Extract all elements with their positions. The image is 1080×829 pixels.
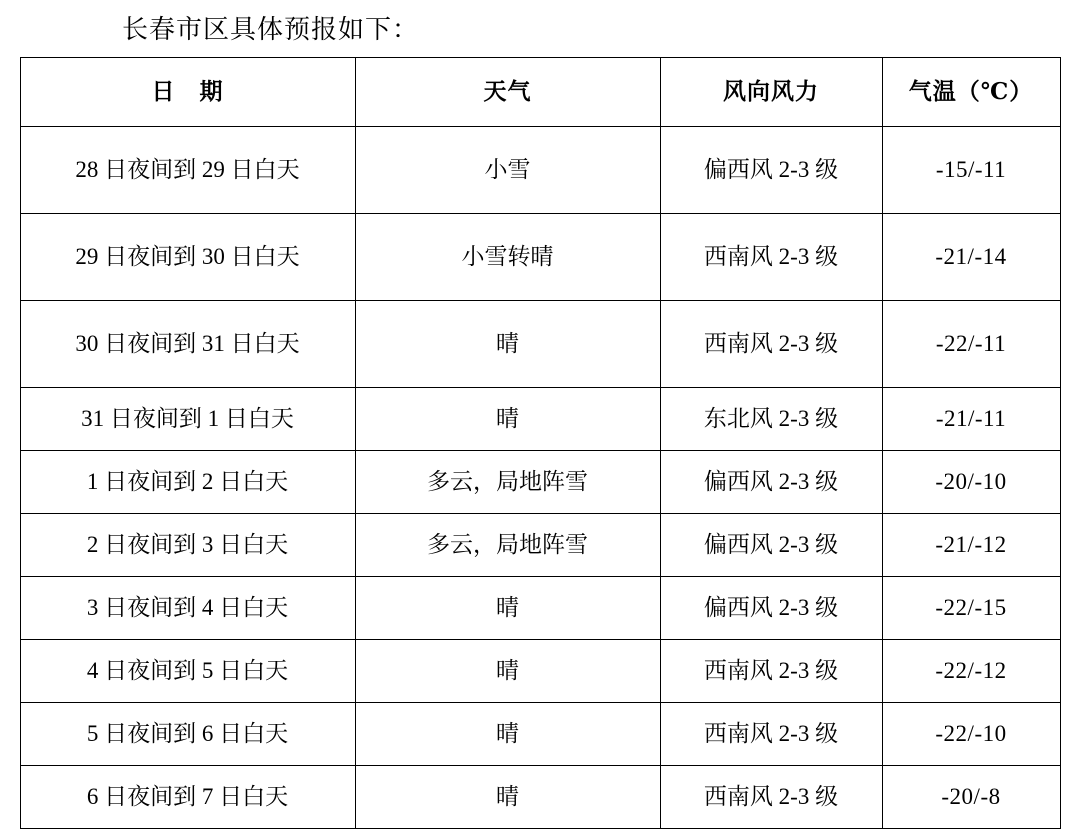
cell-wind: 偏西风 2-3 级: [660, 127, 882, 214]
cell-date: 29 日夜间到 30 日白天: [20, 214, 355, 301]
cell-date: 3 日夜间到 4 日白天: [20, 577, 355, 640]
table-row: [20, 514, 1060, 577]
cell-weather: 晴: [355, 640, 660, 703]
table-row: [20, 388, 1060, 451]
cell-temperature: -22/-10: [882, 703, 1060, 766]
cell-weather: 晴: [355, 301, 660, 388]
cell-wind: 西南风 2-3 级: [660, 640, 882, 703]
cell-temperature: -21/-12: [882, 514, 1060, 577]
table-row: [20, 766, 1060, 829]
table-header-row: [20, 58, 1060, 127]
table-row: [20, 640, 1060, 703]
cell-temperature: -21/-11: [882, 388, 1060, 451]
cell-temperature: -20/-10: [882, 451, 1060, 514]
table-body: [20, 127, 1060, 829]
cell-wind: 偏西风 2-3 级: [660, 514, 882, 577]
table-row: [20, 451, 1060, 514]
cell-date: 1 日夜间到 2 日白天: [20, 451, 355, 514]
cell-weather: 小雪: [355, 127, 660, 214]
cell-wind: 东北风 2-3 级: [660, 388, 882, 451]
cell-temperature: -22/-11: [882, 301, 1060, 388]
column-header-weather: 天气: [355, 58, 660, 127]
cell-date: 4 日夜间到 5 日白天: [20, 640, 355, 703]
cell-date: 31 日夜间到 1 日白天: [20, 388, 355, 451]
column-header-temperature: 气温（℃）: [882, 58, 1060, 127]
cell-date: 28 日夜间到 29 日白天: [20, 127, 355, 214]
cell-weather: 晴: [355, 766, 660, 829]
cell-date: 30 日夜间到 31 日白天: [20, 301, 355, 388]
cell-wind: 偏西风 2-3 级: [660, 577, 882, 640]
cell-weather: 小雪转晴: [355, 214, 660, 301]
table-row: [20, 127, 1060, 214]
cell-wind: 西南风 2-3 级: [660, 301, 882, 388]
column-header-wind: 风向风力: [660, 58, 882, 127]
table-row: [20, 301, 1060, 388]
cell-weather: 多云，局地阵雪: [355, 451, 660, 514]
cell-temperature: -22/-12: [882, 640, 1060, 703]
cell-wind: 西南风 2-3 级: [660, 214, 882, 301]
table-row: [20, 577, 1060, 640]
cell-wind: 西南风 2-3 级: [660, 766, 882, 829]
cell-wind: 偏西风 2-3 级: [660, 451, 882, 514]
table-row: [20, 703, 1060, 766]
cell-temperature: -20/-8: [882, 766, 1060, 829]
cell-weather: 晴: [355, 388, 660, 451]
column-header-date: 日 期: [20, 58, 355, 127]
cell-wind: 西南风 2-3 级: [660, 703, 882, 766]
cell-date: 2 日夜间到 3 日白天: [20, 514, 355, 577]
cell-date: 6 日夜间到 7 日白天: [20, 766, 355, 829]
cell-temperature: -21/-14: [882, 214, 1060, 301]
cell-weather: 多云，局地阵雪: [355, 514, 660, 577]
cell-temperature: -15/-11: [882, 127, 1060, 214]
intro-text: 长春市区具体预报如下：: [122, 15, 420, 44]
cell-temperature: -22/-15: [882, 577, 1060, 640]
cell-weather: 晴: [355, 577, 660, 640]
weather-forecast-table: [20, 57, 1061, 829]
table-row: [20, 214, 1060, 301]
cell-date: 5 日夜间到 6 日白天: [20, 703, 355, 766]
cell-weather: 晴: [355, 703, 660, 766]
